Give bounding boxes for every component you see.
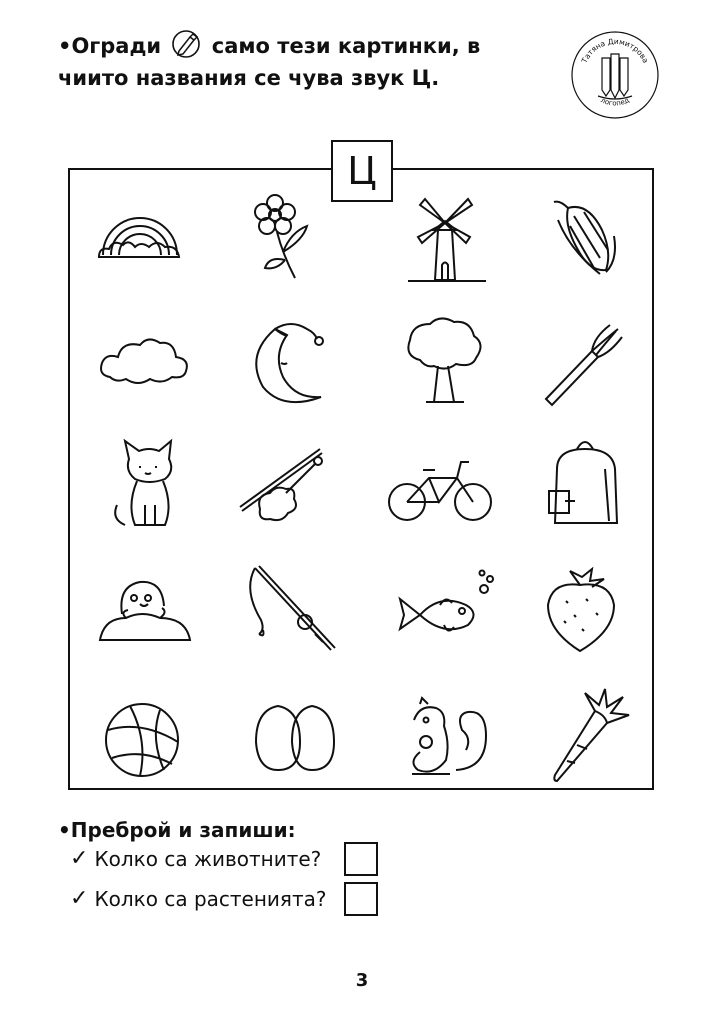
- moon-icon[interactable]: [235, 315, 345, 415]
- fork-icon[interactable]: [530, 315, 640, 415]
- svg-text:Татяна Димитрова: [579, 37, 650, 65]
- backpack-icon[interactable]: [535, 435, 645, 535]
- question-plants: [70, 886, 326, 911]
- checkmark-icon: ✓: [70, 886, 89, 911]
- answer-box-animals[interactable]: [344, 842, 378, 876]
- windmill-icon[interactable]: [390, 185, 500, 285]
- mole-icon[interactable]: [90, 560, 200, 660]
- instruction-part2: само тези картинки, в чиито названия се чува звук Ц.: [58, 34, 481, 90]
- corn-icon[interactable]: [530, 190, 640, 290]
- cat-icon[interactable]: [95, 435, 205, 535]
- flower-icon[interactable]: [225, 190, 335, 290]
- checkmark-icon: ✓: [70, 846, 89, 871]
- question-animals: [70, 846, 321, 871]
- question-plants-text: Колко са растенията?: [94, 886, 327, 911]
- logopedist-logo: [570, 30, 660, 120]
- task-title: •Преброй и запиши:: [58, 818, 296, 842]
- fishing-rod-icon[interactable]: [235, 560, 345, 660]
- carrot-icon[interactable]: [535, 685, 645, 785]
- question-animals-text: Колко са животните?: [94, 846, 322, 871]
- strawberry-icon[interactable]: [530, 565, 640, 665]
- bicycle-icon[interactable]: [385, 440, 495, 540]
- pencil-circle-icon: [170, 28, 202, 60]
- squirrel-icon[interactable]: [390, 690, 500, 790]
- logo-text-top: Татяна Димитрова: [579, 36, 651, 65]
- instruction-bullet: •: [58, 34, 72, 58]
- violin-icon[interactable]: [230, 435, 340, 535]
- ball-icon[interactable]: [90, 690, 200, 790]
- fish-icon[interactable]: [390, 565, 500, 665]
- answer-box-plants[interactable]: [344, 882, 378, 916]
- instruction-part1: Огради: [71, 34, 162, 58]
- letter-box: Ц: [331, 140, 393, 202]
- instruction-text: [58, 30, 528, 94]
- rainbow-icon[interactable]: [85, 195, 195, 295]
- eggs-icon[interactable]: [240, 690, 350, 790]
- cloud-icon[interactable]: [90, 315, 200, 415]
- tree-icon[interactable]: [390, 310, 500, 410]
- page-number: 3: [355, 970, 369, 991]
- logo-text-bottom: логопед: [599, 96, 631, 108]
